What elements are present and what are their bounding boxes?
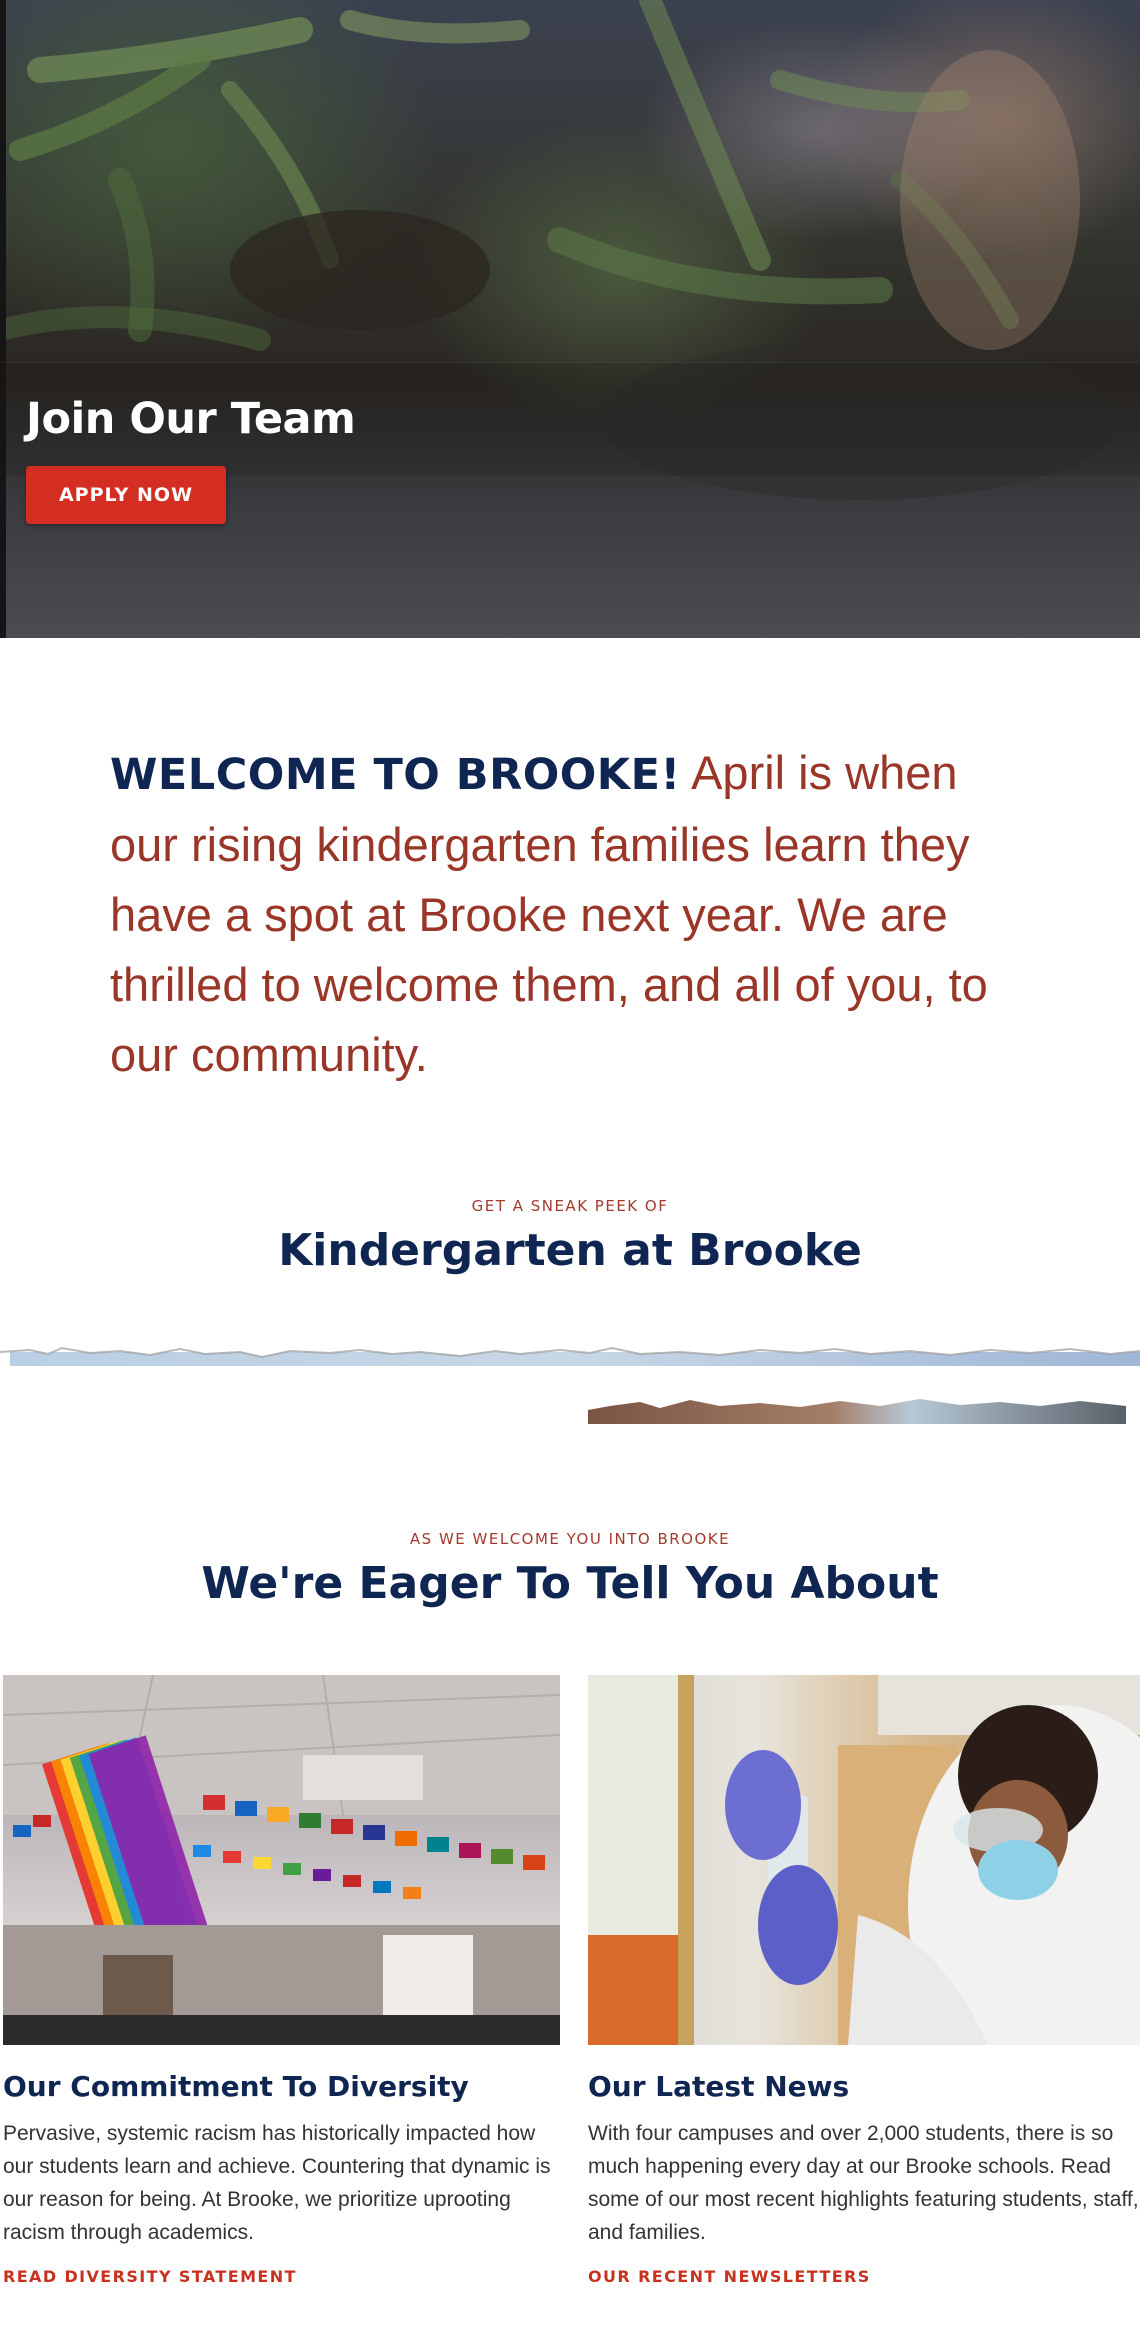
news-card-title: Our Latest News <box>588 2070 850 2103</box>
eager-eyebrow: AS WE WELCOME YOU INTO BROOKE <box>409 1530 731 1548</box>
news-card-body: With four campuses and over 2,000 students, there is so much happening every day at our Brooke schools. Read some of our most recent highlights featuring students, staff, and families. <box>588 2122 1139 2244</box>
eager-title: We're Eager To Tell You About <box>201 1558 939 1609</box>
news-card <box>588 1675 1140 2287</box>
kindergarten-eyebrow: GET A SNEAK PEEK OF <box>471 1197 669 1215</box>
student-lab-photo <box>588 1675 1140 2045</box>
recent-newsletters-link[interactable]: OUR RECENT NEWSLETTERS <box>588 2267 871 2286</box>
apply-now-button[interactable]: APPLY NOW <box>26 466 226 524</box>
diversity-card-title: Our Commitment To Diversity <box>3 2070 469 2103</box>
hero-title: Join Our Team <box>26 394 356 444</box>
diversity-card-body: Pervasive, systemic racism has historically impacted how our students learn and achieve. Countering that dynamic is our reason for being. At Brooke, we prioritize uprooting racism through academics. <box>3 2122 551 2244</box>
read-diversity-statement-link[interactable]: READ DIVERSITY STATEMENT <box>3 2267 297 2286</box>
classroom-flags-photo <box>3 1675 560 2045</box>
welcome-statement <box>110 738 1030 1090</box>
hero-banner <box>0 0 1140 638</box>
diversity-card <box>3 1675 560 2287</box>
welcome-lead: WELCOME TO BROOKE! <box>110 750 681 800</box>
welcome-body: April is when our rising kindergarten families learn they have a spot at Brooke next year. We are thrilled to welcome them, and all of you, to our community. <box>110 746 988 1081</box>
kindergarten-title: Kindergarten at Brooke <box>278 1225 862 1276</box>
hero-plants-image <box>0 0 1140 638</box>
kindergarten-video-preview[interactable] <box>0 1330 1140 1430</box>
